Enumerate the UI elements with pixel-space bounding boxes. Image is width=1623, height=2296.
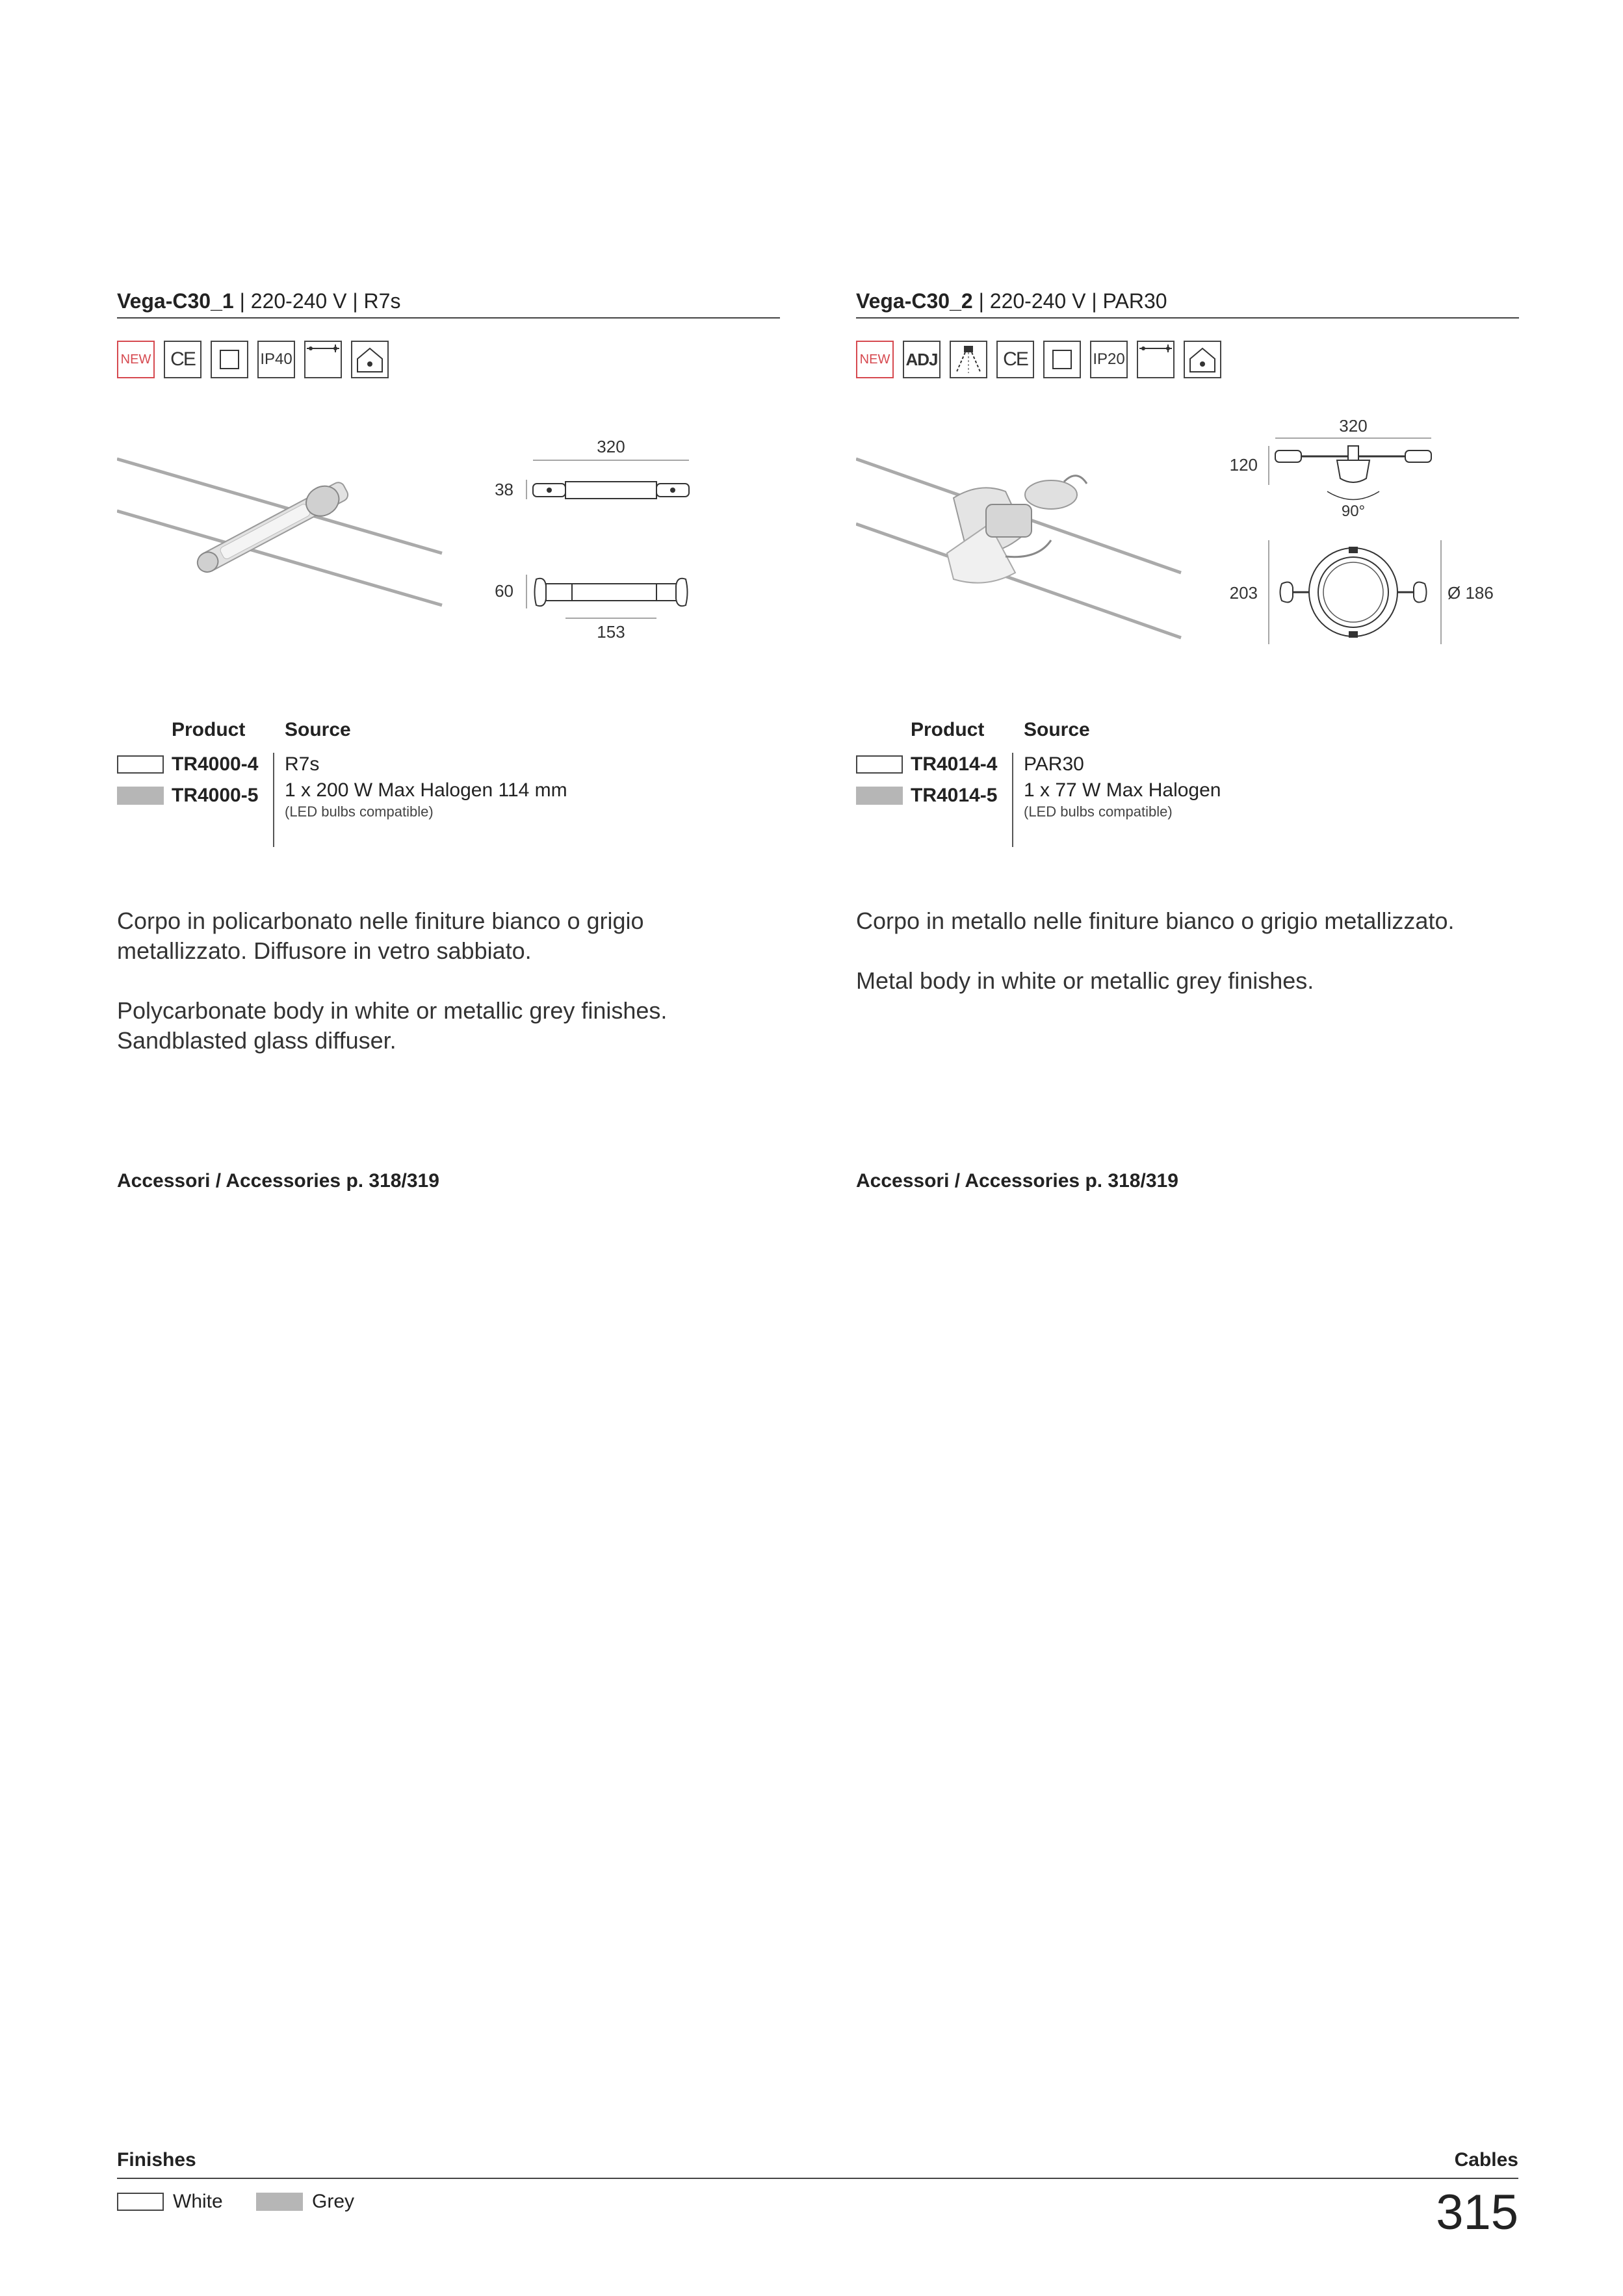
dimension-height-bottom: 203 (1229, 583, 1258, 603)
finishes-label: Finishes (117, 2149, 196, 2171)
dimension-length: 320 (597, 437, 625, 456)
footer-divider (117, 2178, 1518, 2179)
finish-swatch-grey (256, 2193, 303, 2211)
table-row (117, 751, 258, 777)
source-info (1024, 751, 1221, 820)
dimension-height-bottom: 60 (495, 581, 513, 601)
source-note: (LED bulbs compatible) (285, 803, 434, 820)
product-drawings (856, 420, 1519, 693)
new-icon: NEW (856, 341, 894, 378)
source-power: 1 x 200 W Max Halogen 114 mm (285, 779, 567, 801)
ce-mark-icon: CE (996, 341, 1034, 378)
finish-legend-white (117, 2191, 223, 2213)
ceiling-mount-icon (304, 341, 342, 378)
product-code: TR4014-5 (911, 785, 998, 806)
product-column-1 (117, 286, 780, 1086)
class-ii-icon (1043, 341, 1081, 378)
description-italian: Corpo in metallo nelle finiture bianco o grigio metallizzato. (856, 907, 1455, 934)
ip-rating-icon: IP40 (257, 341, 295, 378)
description-english: Metal body in white or metallic grey finishes. (856, 967, 1314, 994)
product-specs: | 220-240 V | R7s (233, 289, 401, 313)
finish-swatch-white (856, 755, 903, 774)
table-divider (1012, 753, 1013, 847)
ceiling-mount-icon (1137, 341, 1175, 378)
finish-swatch-white (117, 2193, 164, 2211)
source-info (285, 751, 567, 820)
ce-mark-icon: CE (164, 341, 201, 378)
source-type: R7s (285, 753, 320, 775)
product-description (856, 906, 1519, 996)
new-icon: NEW (117, 341, 155, 378)
dimension-drawing (442, 420, 780, 693)
header-product: Product (172, 719, 246, 740)
section-label: Cables (1454, 2149, 1518, 2171)
indoor-use-icon (351, 341, 389, 378)
product-drawings (117, 420, 780, 693)
description-english: Polycarbonate body in white or metallic grey finishes. Sandblasted glass diffuser. (117, 997, 668, 1054)
header-source: Source (1024, 719, 1090, 740)
certification-icons (856, 341, 1519, 381)
class-ii-icon (211, 341, 248, 378)
source-note: (LED bulbs compatible) (1024, 803, 1173, 820)
source-type: PAR30 (1024, 753, 1084, 775)
product-specs: | 220-240 V | PAR30 (972, 289, 1167, 313)
header-source: Source (285, 719, 351, 740)
ip-rating-icon: IP20 (1090, 341, 1128, 378)
dimension-height-top: 120 (1229, 455, 1258, 475)
product-column-2 (856, 286, 1519, 1026)
dimension-height-top: 38 (495, 480, 513, 499)
product-title (856, 286, 1519, 319)
table-row (856, 751, 997, 777)
dimension-drawing (1181, 420, 1519, 693)
product-code: TR4014-4 (911, 753, 998, 775)
product-code: TR4000-5 (172, 785, 259, 806)
product-name: Vega-C30_1 (117, 289, 234, 313)
finish-swatch-white (117, 755, 164, 774)
finish-swatch-grey (117, 787, 164, 805)
finish-swatch-grey (856, 787, 903, 805)
product-description (117, 906, 780, 1056)
table-row (856, 783, 997, 809)
beam-angle-icon (950, 341, 987, 378)
product-name: Vega-C30_2 (856, 289, 973, 313)
adjustable-icon: ADJ (903, 341, 941, 378)
header-product: Product (911, 719, 985, 740)
product-table (856, 719, 1519, 868)
table-divider (273, 753, 274, 847)
finish-label-grey: Grey (312, 2191, 355, 2212)
accessories-link: Accessori / Accessories p. 318/319 (117, 1170, 439, 1192)
dimension-angle: 90° (1341, 502, 1366, 520)
dimension-diameter: Ø 186 (1448, 583, 1494, 603)
product-table (117, 719, 780, 868)
dimension-width: 153 (597, 622, 625, 642)
source-power: 1 x 77 W Max Halogen (1024, 779, 1221, 801)
product-title (117, 286, 780, 319)
table-row (117, 783, 258, 809)
finish-legend-grey (256, 2191, 354, 2213)
accessories-link: Accessori / Accessories p. 318/319 (856, 1170, 1178, 1192)
product-code: TR4000-4 (172, 753, 259, 775)
dimension-length: 320 (1339, 420, 1368, 436)
page-number: 315 (1436, 2185, 1518, 2240)
finish-label-white: White (173, 2191, 223, 2212)
indoor-use-icon (1184, 341, 1221, 378)
certification-icons (117, 341, 780, 381)
description-italian: Corpo in policarbonato nelle finiture bianco o grigio metallizzato. Diffusore in vetro sabbiato. (117, 907, 644, 964)
